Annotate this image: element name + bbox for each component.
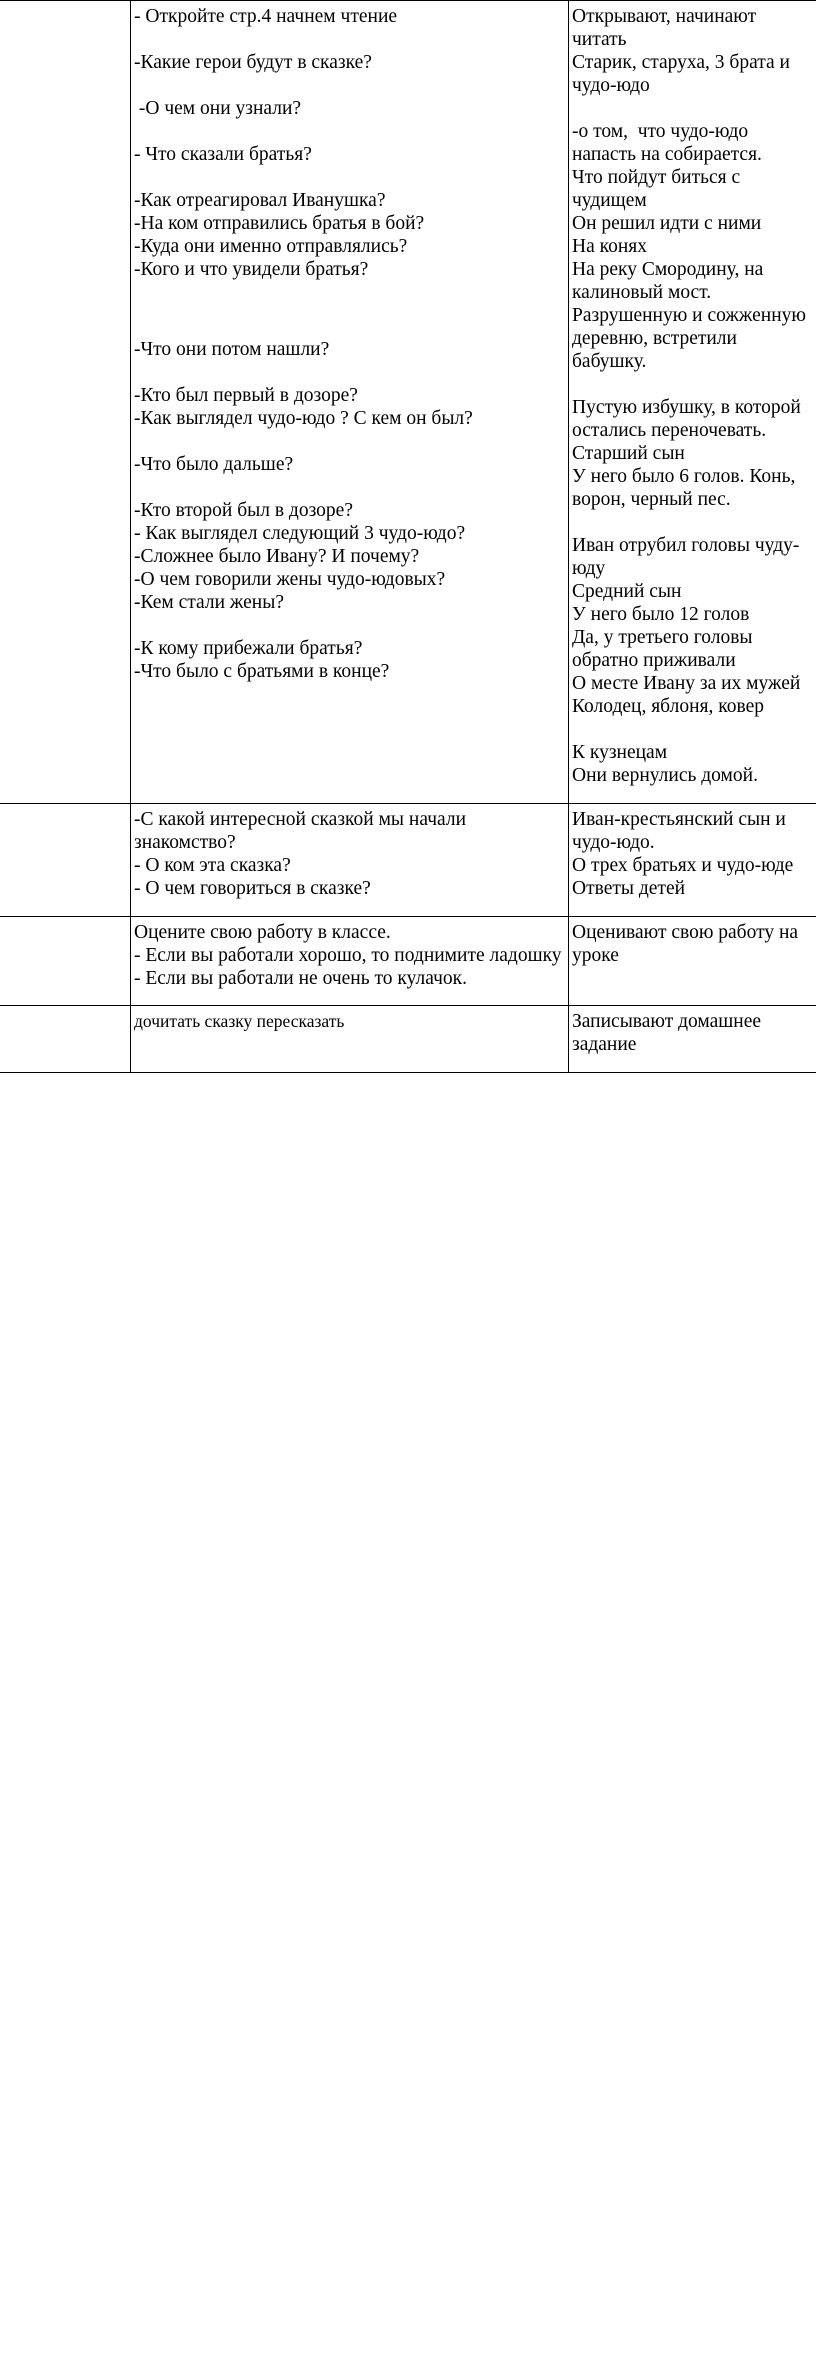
line-gap (134, 120, 564, 143)
text-line: - Если вы работали не очень то кулачок. (134, 968, 467, 989)
text-line: -Кого и что увидели братья? (134, 259, 369, 280)
text-line: -Куда они именно отправлялись? (134, 236, 408, 257)
text-line: Да, у третьего головы (572, 627, 753, 648)
text-line: напасть на собирается. (572, 144, 762, 165)
text-line: -Кто был первый в дозоре? (134, 385, 358, 406)
text-line: Разрушенную и сожженную (572, 305, 806, 326)
teacher-activity-cell (131, 1006, 569, 1073)
text-line: - Как выглядел следующий 3 чудо-юдо? (134, 523, 466, 544)
stage-label (0, 1010, 126, 1056)
text-line: знакомство? (134, 832, 236, 853)
text-line: -Что было дальше? (134, 454, 294, 475)
text-line: -К кому прибежали братья? (134, 638, 363, 659)
text-line: чудищем (572, 190, 647, 211)
line-gap (134, 281, 564, 338)
lesson-plan-table (0, 0, 816, 1073)
text-line: Ответы детей (572, 878, 686, 899)
text-line: калиновый мост. (572, 282, 712, 303)
text-line: Иван-крестьянский сын и (572, 809, 786, 830)
stage-cell (0, 1, 131, 804)
pupil-activity-cell (569, 1, 816, 804)
text-line: Иван отрубил головы чуду- (572, 535, 800, 556)
text-line: дочитать сказку пересказать (134, 1011, 345, 1031)
text-line: -С какой интересной сказкой мы начали (134, 809, 467, 830)
text-line: У него было 12 голов (572, 604, 750, 625)
text-line: ворон, черный пес. (572, 489, 731, 510)
line-gap (134, 166, 564, 189)
text-line: - Откройте стр.4 начнем чтение (134, 6, 398, 27)
stage-label (0, 921, 126, 944)
text-line: -Кто второй был в дозоре? (134, 500, 353, 521)
line-gap (572, 511, 816, 534)
text-line: У него было 6 голов. Конь, (572, 466, 796, 487)
text-line: О месте Ивану за их мужей (572, 673, 801, 694)
text-line: Старик, старуха, 3 брата и (572, 52, 790, 73)
stage-cell (0, 1006, 131, 1073)
text-line: Они вернулись домой. (572, 765, 758, 786)
text-line: чудо-юдо (572, 75, 650, 96)
text-line: - О ком эта сказка? (134, 855, 291, 876)
text-line: задание (572, 1034, 637, 1055)
text-line: Оценивают свою работу на (572, 922, 799, 943)
text-line: Открывают, начинают (572, 6, 757, 27)
text-line: Пустую избушку, в которой (572, 397, 801, 418)
text-line: обратно приживали (572, 650, 736, 671)
line-gap (572, 97, 816, 120)
teacher-activity-cell (131, 1, 569, 804)
text-line: -Какие герои будут в сказке? (134, 52, 372, 73)
text-line: -Как выглядел чудо-юдо ? С кем он был? (134, 408, 473, 429)
text-line: О трех братьях и чудо-юде (572, 855, 794, 876)
pupil-activity-cell (569, 917, 816, 1006)
text-line: Старший сын (572, 443, 685, 464)
text-line: Оцените свою работу в классе. (134, 922, 391, 943)
table-row-reflection (0, 917, 816, 1006)
text-line: На конях (572, 236, 648, 257)
text-line: бабушку. (572, 351, 647, 372)
table-row-lesson-summary (0, 804, 816, 917)
text-line: -О чем они узнали? (134, 98, 302, 119)
teacher-activity-cell (131, 917, 569, 1006)
text-line: -Что было с братьями в конце? (134, 661, 390, 682)
pupil-activity-cell (569, 804, 816, 917)
line-gap (134, 28, 564, 51)
text-line: юду (572, 558, 606, 579)
text-line: - Что сказали братья? (134, 144, 312, 165)
text-line: Что пойдут биться с (572, 167, 741, 188)
line-gap (134, 430, 564, 453)
pupil-activity-cell (569, 1006, 816, 1073)
stage-label (0, 5, 126, 51)
text-line: -Что они потом нашли? (134, 339, 330, 360)
line-gap (134, 476, 564, 499)
text-line: -О чем говорили жены чудо-юдовых? (134, 569, 446, 590)
stage-label (0, 808, 126, 831)
text-line: Колодец, яблоня, ковер (572, 696, 764, 717)
text-line: читать (572, 29, 627, 50)
text-line: уроке (572, 945, 619, 966)
text-line: -Сложнее было Ивану? И почему? (134, 546, 420, 567)
stage-cell (0, 917, 131, 1006)
text-line: чудо-юдо. (572, 832, 655, 853)
text-line: - О чем говориться в сказке? (134, 878, 371, 899)
line-gap (134, 361, 564, 384)
text-line: Записывают домашнее (572, 1011, 762, 1032)
text-line: деревню, встретили (572, 328, 737, 349)
text-line: -На ком отправились братья в бой? (134, 213, 425, 234)
teacher-activity-cell (131, 804, 569, 917)
text-line: Он решил идти с ними (572, 213, 762, 234)
line-gap (572, 373, 816, 396)
stage-cell (0, 804, 131, 917)
text-line: На реку Смородину, на (572, 259, 764, 280)
text-line: - Если вы работали хорошо, то поднимите ладошку (134, 945, 562, 966)
line-gap (572, 718, 816, 741)
table-row-main-work (0, 1, 816, 804)
text-line: -Кем стали жены? (134, 592, 284, 613)
text-line: К кузнецам (572, 742, 668, 763)
text-line: -Как отреагировал Иванушка? (134, 190, 386, 211)
line-gap (134, 614, 564, 637)
line-gap (134, 74, 564, 97)
text-line: Средний сын (572, 581, 682, 602)
text-line: -о том, что чудо-юдо (572, 121, 749, 142)
table-row-homework (0, 1006, 816, 1073)
text-line: остались переночевать. (572, 420, 767, 441)
